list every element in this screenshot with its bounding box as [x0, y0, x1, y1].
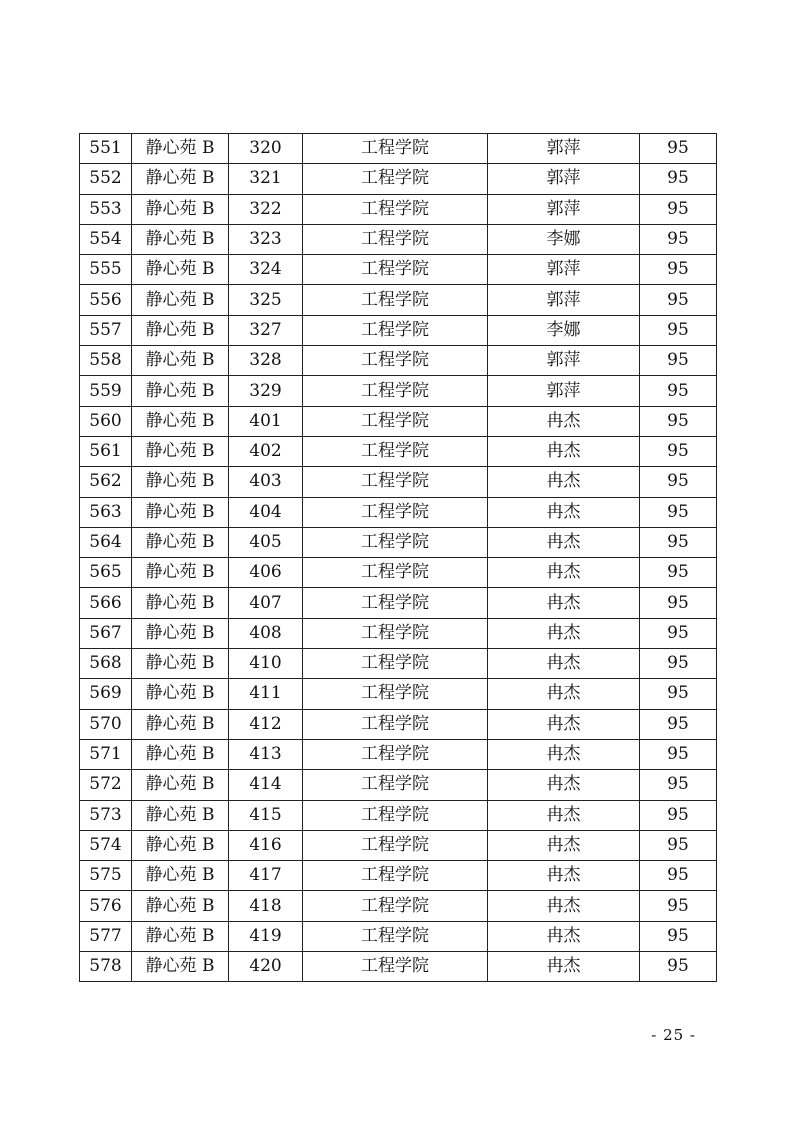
row-sequence-number: 557: [80, 315, 132, 345]
college-name: 工程学院: [303, 679, 488, 709]
table-row: [80, 436, 717, 466]
inspection-score: 95: [640, 406, 717, 436]
counselor-name: 郭萍: [488, 255, 640, 285]
row-sequence-number: 556: [80, 285, 132, 315]
college-name: 工程学院: [303, 709, 488, 739]
inspection-score: 95: [640, 861, 717, 891]
inspection-score: 95: [640, 830, 717, 860]
inspection-score: 95: [640, 649, 717, 679]
inspection-score: 95: [640, 739, 717, 769]
row-sequence-number: 578: [80, 952, 132, 982]
row-sequence-number: 569: [80, 679, 132, 709]
room-number: 407: [229, 588, 303, 618]
counselor-name: 郭萍: [488, 164, 640, 194]
row-sequence-number: 553: [80, 194, 132, 224]
row-sequence-number: 567: [80, 618, 132, 648]
building-name: 静心苑 B: [132, 315, 229, 345]
college-name: 工程学院: [303, 558, 488, 588]
table-row: [80, 376, 717, 406]
college-name: 工程学院: [303, 255, 488, 285]
room-number: 402: [229, 436, 303, 466]
inspection-score: 95: [640, 164, 717, 194]
room-number: 417: [229, 861, 303, 891]
counselor-name: 冉杰: [488, 800, 640, 830]
inspection-score: 95: [640, 194, 717, 224]
building-name: 静心苑 B: [132, 558, 229, 588]
table-row: [80, 255, 717, 285]
college-name: 工程学院: [303, 800, 488, 830]
inspection-score: 95: [640, 558, 717, 588]
counselor-name: 冉杰: [488, 952, 640, 982]
room-number: 328: [229, 346, 303, 376]
inspection-score: 95: [640, 679, 717, 709]
row-sequence-number: 551: [80, 134, 132, 164]
building-name: 静心苑 B: [132, 224, 229, 254]
college-name: 工程学院: [303, 164, 488, 194]
counselor-name: 冉杰: [488, 406, 640, 436]
room-number: 324: [229, 255, 303, 285]
counselor-name: 郭萍: [488, 285, 640, 315]
inspection-score: 95: [640, 588, 717, 618]
college-name: 工程学院: [303, 315, 488, 345]
college-name: 工程学院: [303, 830, 488, 860]
table-row: [80, 891, 717, 921]
row-sequence-number: 564: [80, 527, 132, 557]
inspection-score: 95: [640, 527, 717, 557]
table-row: [80, 952, 717, 982]
counselor-name: 冉杰: [488, 739, 640, 769]
room-number: 329: [229, 376, 303, 406]
counselor-name: 冉杰: [488, 921, 640, 951]
table-row: [80, 800, 717, 830]
counselor-name: 冉杰: [488, 770, 640, 800]
college-name: 工程学院: [303, 588, 488, 618]
counselor-name: 郭萍: [488, 346, 640, 376]
inspection-score: 95: [640, 134, 717, 164]
building-name: 静心苑 B: [132, 952, 229, 982]
college-name: 工程学院: [303, 891, 488, 921]
table-row: [80, 346, 717, 376]
building-name: 静心苑 B: [132, 921, 229, 951]
room-number: 408: [229, 618, 303, 648]
inspection-score: 95: [640, 891, 717, 921]
college-name: 工程学院: [303, 649, 488, 679]
counselor-name: 郭萍: [488, 134, 640, 164]
row-sequence-number: 565: [80, 558, 132, 588]
table-row: [80, 770, 717, 800]
inspection-score: 95: [640, 376, 717, 406]
counselor-name: 冉杰: [488, 497, 640, 527]
table-row: [80, 739, 717, 769]
building-name: 静心苑 B: [132, 891, 229, 921]
college-name: 工程学院: [303, 527, 488, 557]
table-row: [80, 588, 717, 618]
room-number: 401: [229, 406, 303, 436]
row-sequence-number: 568: [80, 649, 132, 679]
counselor-name: 冉杰: [488, 861, 640, 891]
college-name: 工程学院: [303, 376, 488, 406]
inspection-score: 95: [640, 436, 717, 466]
counselor-name: 冉杰: [488, 709, 640, 739]
room-number: 415: [229, 800, 303, 830]
row-sequence-number: 571: [80, 739, 132, 769]
counselor-name: 郭萍: [488, 376, 640, 406]
college-name: 工程学院: [303, 861, 488, 891]
counselor-name: 冉杰: [488, 436, 640, 466]
counselor-name: 郭萍: [488, 194, 640, 224]
college-name: 工程学院: [303, 406, 488, 436]
inspection-score: 95: [640, 800, 717, 830]
row-sequence-number: 560: [80, 406, 132, 436]
building-name: 静心苑 B: [132, 285, 229, 315]
room-number: 323: [229, 224, 303, 254]
table-row: [80, 164, 717, 194]
inspection-score: 95: [640, 224, 717, 254]
table-row: [80, 649, 717, 679]
building-name: 静心苑 B: [132, 588, 229, 618]
college-name: 工程学院: [303, 436, 488, 466]
row-sequence-number: 552: [80, 164, 132, 194]
college-name: 工程学院: [303, 224, 488, 254]
counselor-name: 冉杰: [488, 558, 640, 588]
table-row: [80, 497, 717, 527]
inspection-score: 95: [640, 709, 717, 739]
building-name: 静心苑 B: [132, 770, 229, 800]
table-row: [80, 406, 717, 436]
counselor-name: 冉杰: [488, 891, 640, 921]
table-row: [80, 830, 717, 860]
room-number: 413: [229, 739, 303, 769]
table-row: [80, 921, 717, 951]
room-number: 414: [229, 770, 303, 800]
inspection-score: 95: [640, 285, 717, 315]
table-row: [80, 315, 717, 345]
room-number: 419: [229, 921, 303, 951]
building-name: 静心苑 B: [132, 830, 229, 860]
building-name: 静心苑 B: [132, 134, 229, 164]
dormitory-score-table: [79, 133, 717, 982]
college-name: 工程学院: [303, 134, 488, 164]
building-name: 静心苑 B: [132, 618, 229, 648]
college-name: 工程学院: [303, 194, 488, 224]
room-number: 321: [229, 164, 303, 194]
building-name: 静心苑 B: [132, 800, 229, 830]
page-number: - 25 -: [651, 1026, 696, 1044]
college-name: 工程学院: [303, 346, 488, 376]
building-name: 静心苑 B: [132, 255, 229, 285]
row-sequence-number: 575: [80, 861, 132, 891]
row-sequence-number: 561: [80, 436, 132, 466]
building-name: 静心苑 B: [132, 436, 229, 466]
table-row: [80, 709, 717, 739]
inspection-score: 95: [640, 921, 717, 951]
building-name: 静心苑 B: [132, 527, 229, 557]
inspection-score: 95: [640, 255, 717, 285]
building-name: 静心苑 B: [132, 376, 229, 406]
building-name: 静心苑 B: [132, 497, 229, 527]
college-name: 工程学院: [303, 497, 488, 527]
inspection-score: 95: [640, 952, 717, 982]
building-name: 静心苑 B: [132, 194, 229, 224]
table-row: [80, 861, 717, 891]
row-sequence-number: 554: [80, 224, 132, 254]
room-number: 411: [229, 679, 303, 709]
table-row: [80, 224, 717, 254]
building-name: 静心苑 B: [132, 861, 229, 891]
room-number: 403: [229, 467, 303, 497]
building-name: 静心苑 B: [132, 346, 229, 376]
counselor-name: 冉杰: [488, 618, 640, 648]
counselor-name: 李娜: [488, 315, 640, 345]
row-sequence-number: 559: [80, 376, 132, 406]
row-sequence-number: 566: [80, 588, 132, 618]
room-number: 406: [229, 558, 303, 588]
room-number: 327: [229, 315, 303, 345]
college-name: 工程学院: [303, 770, 488, 800]
room-number: 405: [229, 527, 303, 557]
counselor-name: 冉杰: [488, 527, 640, 557]
row-sequence-number: 574: [80, 830, 132, 860]
room-number: 420: [229, 952, 303, 982]
college-name: 工程学院: [303, 467, 488, 497]
row-sequence-number: 570: [80, 709, 132, 739]
table-row: [80, 527, 717, 557]
counselor-name: 冉杰: [488, 830, 640, 860]
row-sequence-number: 555: [80, 255, 132, 285]
college-name: 工程学院: [303, 618, 488, 648]
table-row: [80, 134, 717, 164]
table-row: [80, 285, 717, 315]
row-sequence-number: 572: [80, 770, 132, 800]
counselor-name: 冉杰: [488, 649, 640, 679]
room-number: 322: [229, 194, 303, 224]
building-name: 静心苑 B: [132, 649, 229, 679]
building-name: 静心苑 B: [132, 679, 229, 709]
counselor-name: 冉杰: [488, 467, 640, 497]
table-row: [80, 194, 717, 224]
inspection-score: 95: [640, 770, 717, 800]
row-sequence-number: 562: [80, 467, 132, 497]
room-number: 404: [229, 497, 303, 527]
building-name: 静心苑 B: [132, 709, 229, 739]
building-name: 静心苑 B: [132, 467, 229, 497]
counselor-name: 冉杰: [488, 588, 640, 618]
room-number: 416: [229, 830, 303, 860]
inspection-score: 95: [640, 618, 717, 648]
table-body: [80, 134, 717, 982]
college-name: 工程学院: [303, 285, 488, 315]
row-sequence-number: 576: [80, 891, 132, 921]
college-name: 工程学院: [303, 739, 488, 769]
room-number: 412: [229, 709, 303, 739]
inspection-score: 95: [640, 497, 717, 527]
inspection-score: 95: [640, 346, 717, 376]
row-sequence-number: 573: [80, 800, 132, 830]
room-number: 320: [229, 134, 303, 164]
table-row: [80, 679, 717, 709]
building-name: 静心苑 B: [132, 164, 229, 194]
row-sequence-number: 563: [80, 497, 132, 527]
building-name: 静心苑 B: [132, 739, 229, 769]
row-sequence-number: 558: [80, 346, 132, 376]
room-number: 410: [229, 649, 303, 679]
table-row: [80, 467, 717, 497]
college-name: 工程学院: [303, 921, 488, 951]
counselor-name: 冉杰: [488, 679, 640, 709]
inspection-score: 95: [640, 467, 717, 497]
table-row: [80, 558, 717, 588]
inspection-score: 95: [640, 315, 717, 345]
college-name: 工程学院: [303, 952, 488, 982]
room-number: 325: [229, 285, 303, 315]
counselor-name: 李娜: [488, 224, 640, 254]
table-row: [80, 618, 717, 648]
building-name: 静心苑 B: [132, 406, 229, 436]
row-sequence-number: 577: [80, 921, 132, 951]
room-number: 418: [229, 891, 303, 921]
